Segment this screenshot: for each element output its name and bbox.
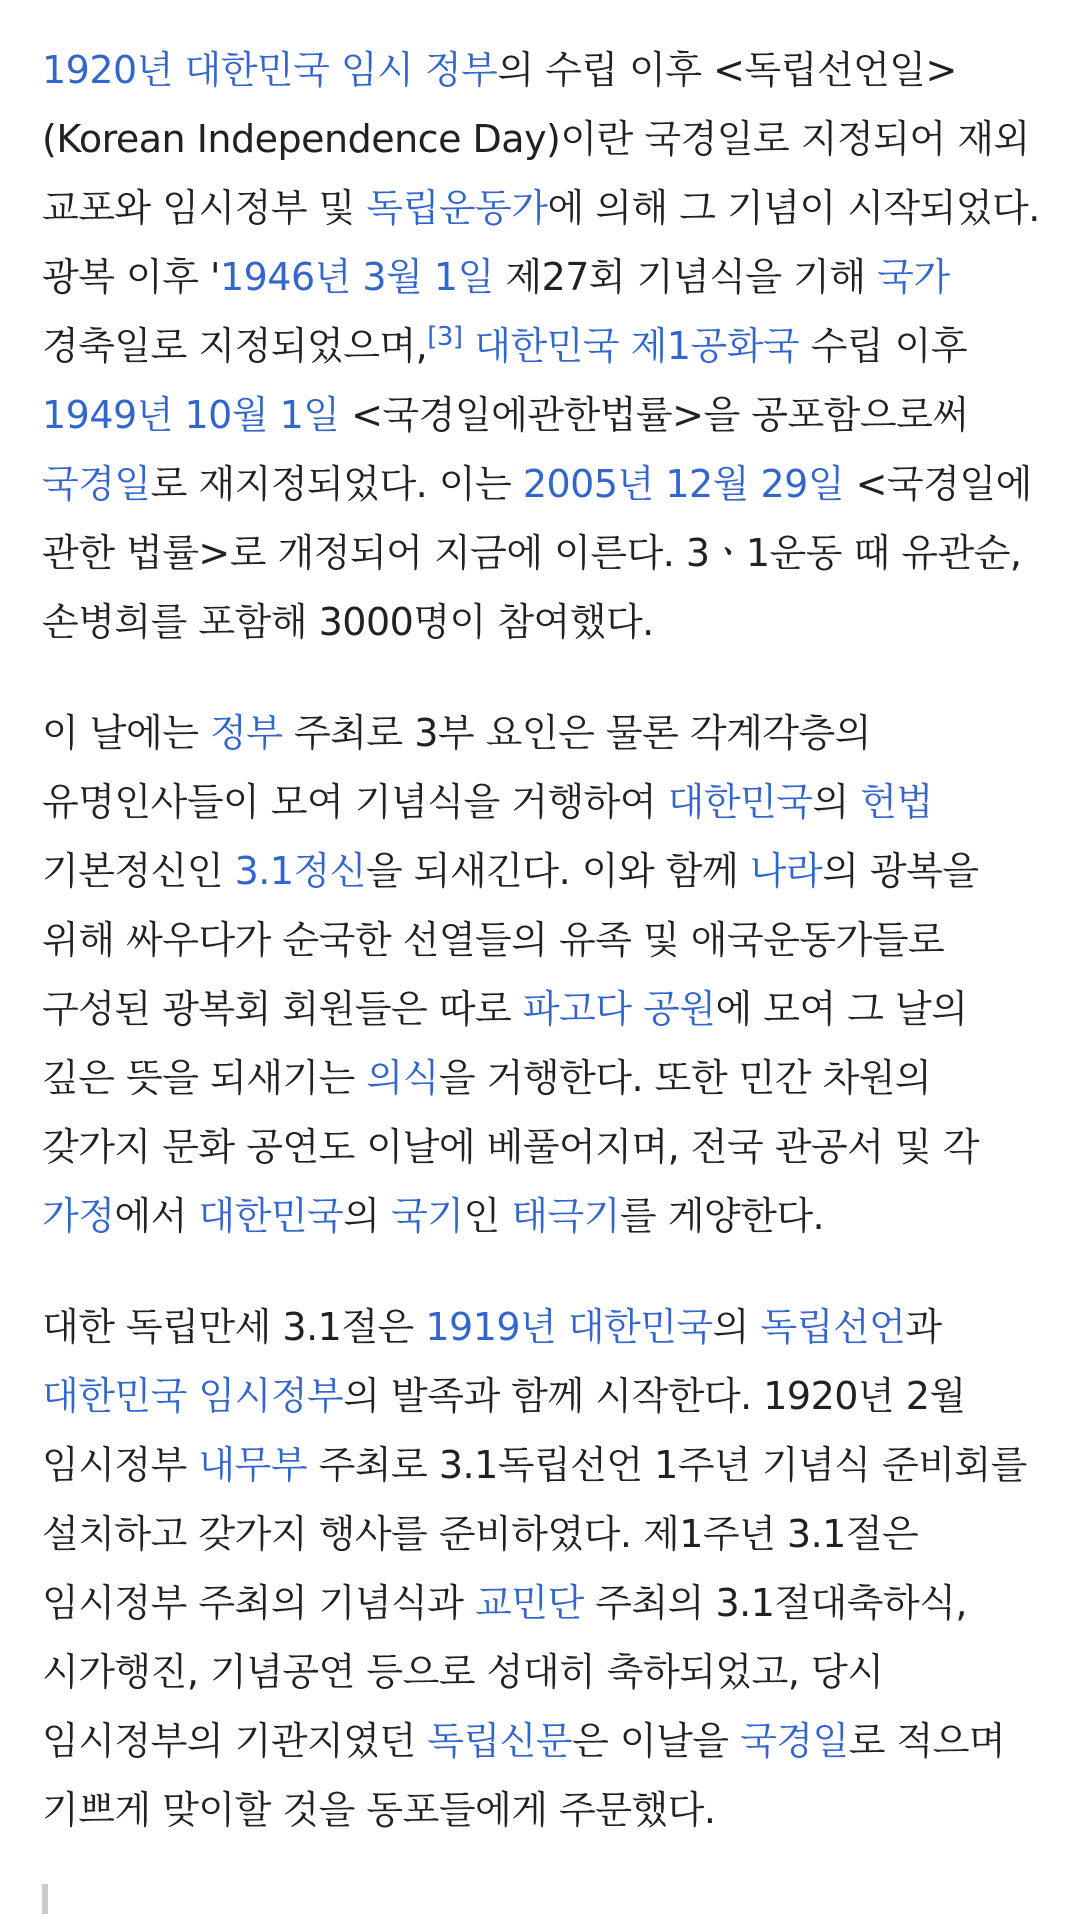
text-run: 로 적으며 기쁘게 맞이할 것을 동포들에게 주문했다. — [42, 1719, 1006, 1832]
wiki-link[interactable]: 1946년 3월 1일 — [219, 255, 494, 299]
text-run: 을 거행한다. 또한 민간 차원의 갖가지 문화 공연도 이날에 베풀어지며, 전국 관공서 및 각 — [42, 1056, 979, 1169]
text-run: 에서 — [114, 1194, 199, 1238]
paragraph-2 — [42, 699, 1042, 1251]
wiki-link[interactable]: 1949년 10월 1일 — [42, 393, 340, 437]
wiki-link[interactable]: 파고다 공원 — [522, 987, 716, 1031]
citation-link[interactable]: [3] — [427, 322, 463, 352]
text-run: 주최로 3.1독립선언 1주년 기념식 준비회를 설치하고 갖가지 행사를 준비하였다. 제1주년 3.1절은 임시정부 주최의 기념식과 — [42, 1443, 1027, 1625]
wiki-link[interactable]: 대한민국 — [198, 1194, 344, 1238]
wiki-link[interactable]: 가정 — [42, 1194, 115, 1238]
wiki-link[interactable]: 나라 — [749, 849, 823, 893]
text-run: 주최로 3부 요인은 물론 각계각층의 유명인사들이 모여 기념식을 거행하여 — [42, 711, 871, 824]
article-body — [42, 36, 1042, 1845]
paragraph-1 — [42, 36, 1042, 657]
text-run: 기본정신인 — [42, 849, 235, 893]
text-run: 이 날에는 — [42, 711, 210, 755]
wiki-link[interactable]: 의식 — [366, 1056, 439, 1100]
text-run: 의 — [343, 1194, 392, 1238]
text-run: <국경일에관한법률>을 공포함으로써 — [339, 393, 969, 437]
wiki-link[interactable]: 1920년 대한민국 임시 정부 — [42, 48, 498, 92]
text-run: 의 발족과 함께 시작한다. 1920년 2월 임시정부 — [42, 1374, 966, 1487]
text-run: 에 의해 그 기념이 시작되었다. 광복 이후 ' — [42, 186, 1040, 299]
text-run: 주최의 3.1절대축하식, 시가행진, 기념공연 등으로 성대히 축하되었고, 당시 임시정부의 기관지였던 — [42, 1581, 967, 1763]
text-run: 의 광복을 위해 싸우다가 순국한 선열들의 유족 및 애국운동가들로 구성된 광복회 회원들은 따로 — [42, 849, 979, 1031]
wiki-link[interactable]: 태극기 — [511, 1194, 620, 1238]
text-run: 에 모여 그 날의 깊은 뜻을 되새기는 — [42, 987, 968, 1100]
text-run: <국경일에 관한 법률>로 개정되어 지금에 이른다. 3ㆍ1운동 때 유관순, 손병희를 포함해 3000명이 참여했다. — [42, 462, 1032, 644]
text-run: 의 수립 이후 <독립선언일> (Korean Independence Day)이란 국경일로 지정되어 재외 교포와 임시정부 및 — [42, 48, 1030, 230]
wiki-link[interactable]: 대한민국 — [667, 780, 813, 824]
text-run: 은 이날을 — [572, 1719, 741, 1763]
wiki-link[interactable]: 독립운동가 — [366, 186, 548, 230]
text-run: 대한 독립만세 3.1절은 — [42, 1305, 426, 1349]
wiki-link[interactable]: 정부 — [210, 711, 283, 755]
wiki-link[interactable]: 헌법 — [860, 780, 933, 824]
wiki-link[interactable]: 내무부 — [198, 1443, 308, 1487]
blockquote-bar — [42, 1884, 48, 1914]
wiki-link[interactable]: 교민단 — [475, 1581, 584, 1625]
wiki-link[interactable]: 3.1정신 — [234, 849, 366, 893]
text-run: 로 재지정되었다. 이는 — [150, 462, 523, 506]
wiki-link[interactable]: 2005년 12월 29일 — [522, 462, 845, 506]
wiki-link[interactable]: 국경일 — [42, 462, 151, 506]
wiki-link[interactable]: 대한민국 임시정부 — [42, 1374, 344, 1418]
wiki-link[interactable]: 국기 — [391, 1194, 464, 1238]
text-run: 를 게양한다. — [619, 1194, 825, 1238]
wiki-link[interactable]: 국경일 — [740, 1719, 849, 1763]
text-run: 을 되새긴다. 이와 함께 — [365, 849, 750, 893]
wiki-link[interactable]: 국가 — [877, 255, 950, 299]
text-run: 수립 이후 — [799, 324, 968, 368]
text-run: 의 — [712, 1305, 761, 1349]
wiki-link[interactable]: 독립선언 — [760, 1305, 906, 1349]
text-run: 경축일로 지정되었으며, — [42, 324, 428, 368]
wiki-link[interactable]: 대한민국 제1공화국 — [474, 324, 800, 368]
paragraph-3 — [42, 1293, 1042, 1845]
text-run: 제27회 기념식을 기해 — [493, 255, 878, 299]
text-run: 의 — [812, 780, 861, 824]
text-run — [463, 324, 475, 368]
wiki-link[interactable]: 1919년 대한민국 — [425, 1305, 713, 1349]
text-run: 과 — [905, 1305, 942, 1349]
text-run: 인 — [463, 1194, 512, 1238]
wiki-link[interactable]: 독립신문 — [427, 1719, 573, 1763]
